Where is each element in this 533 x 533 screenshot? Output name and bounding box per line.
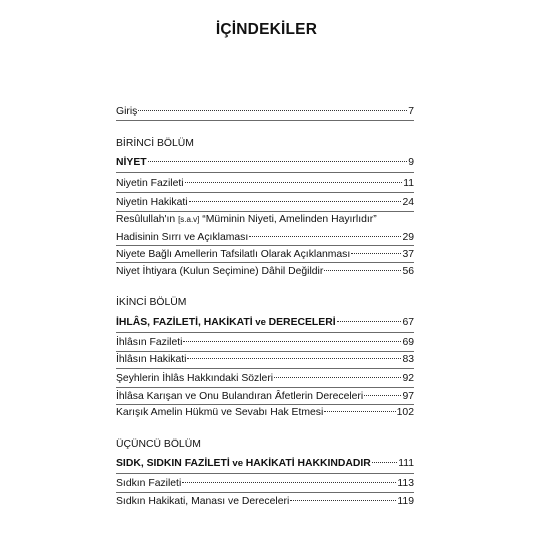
entry-divider xyxy=(116,332,414,333)
toc-entry[interactable] xyxy=(116,353,414,367)
toc-entry-label: Şeyhlerin İhlâs Hakkındaki Sözleri xyxy=(116,373,274,384)
toc-entry-page: 56 xyxy=(402,266,414,277)
toc-entry-label: Sıdkın Fazileti xyxy=(116,478,182,489)
entry-divider xyxy=(116,368,414,369)
toc-entry-page: 7 xyxy=(408,106,414,117)
toc-entry[interactable] xyxy=(116,477,414,491)
chapter-label: İHLÂS, FAZİLETİ, HAKİKATİ ve DERECELERİ xyxy=(116,317,336,328)
toc-entry-page: 69 xyxy=(402,337,414,348)
entry-text: Resûlullah'ın xyxy=(116,214,179,225)
toc-entry-label: İhlâsın Fazileti xyxy=(116,337,183,348)
dot-leader xyxy=(187,358,401,359)
toc-entry-page: 67 xyxy=(402,317,414,328)
toc-entry-label: Hadisinin Sırrı ve Açıklaması xyxy=(116,232,249,243)
toc-entry-label: İhlâsın Hakikati xyxy=(116,354,187,365)
toc-entry-page: 29 xyxy=(402,232,414,243)
dot-leader xyxy=(324,411,395,412)
entry-divider xyxy=(116,120,414,121)
toc-entry[interactable] xyxy=(116,177,414,191)
dot-leader xyxy=(182,482,396,483)
entry-divider xyxy=(116,492,414,493)
entry-divider xyxy=(116,192,414,193)
toc-entry-page: 119 xyxy=(397,496,414,507)
dot-leader xyxy=(138,110,407,111)
toc-entry[interactable] xyxy=(116,406,414,420)
dot-leader xyxy=(185,182,403,183)
toc-entry-label: Karışık Amelin Hükmü ve Sevabı Hak Etmesi xyxy=(116,407,324,418)
toc-entry-line1[interactable] xyxy=(116,213,377,227)
toc-entry-page: 111 xyxy=(398,458,414,469)
dot-leader xyxy=(249,236,401,237)
section-heading: İKİNCİ BÖLÜM xyxy=(116,297,187,308)
toc-chapter-3[interactable] xyxy=(116,457,414,471)
entry-divider xyxy=(116,211,414,212)
toc-entry[interactable] xyxy=(116,231,414,245)
toc-entry-label: Giriş xyxy=(116,106,138,117)
entry-text: “Müminin Niyeti, Amelinden Hayırlıdır” xyxy=(199,214,377,225)
honorific: [s.a.v] xyxy=(178,215,200,224)
dot-leader xyxy=(274,377,401,378)
toc-entry-label: İhlâsa Karışan ve Onu Bulandıran Âfetlerin Dereceleri xyxy=(116,391,364,402)
toc-entry-page: 9 xyxy=(408,157,414,168)
toc-entry-page: 11 xyxy=(403,178,414,189)
toc-entry-page: 83 xyxy=(402,354,414,365)
entry-divider xyxy=(116,387,414,388)
page-title: İÇİNDEKİLER xyxy=(215,21,318,38)
dot-leader xyxy=(189,201,402,202)
toc-chapter-2[interactable] xyxy=(116,316,414,330)
toc-entry[interactable] xyxy=(116,495,414,509)
toc-entry[interactable] xyxy=(116,390,414,404)
dot-leader xyxy=(290,500,396,501)
entry-divider xyxy=(116,404,414,405)
dot-leader xyxy=(364,395,401,396)
toc-entry[interactable] xyxy=(116,265,414,279)
dot-leader xyxy=(372,462,397,463)
entry-divider xyxy=(116,473,414,474)
toc-entry[interactable] xyxy=(116,372,414,386)
toc-entry-page: 37 xyxy=(402,249,414,260)
toc-entry-label: Niyetin Hakikati xyxy=(116,197,188,208)
entry-divider xyxy=(116,262,414,263)
chapter-label: NİYET xyxy=(116,157,147,168)
chapter-label: SIDK, SIDKIN FAZİLETİ ve HAKİKATİ HAKKINDADIR xyxy=(116,458,371,469)
toc-entry-page: 92 xyxy=(402,373,414,384)
toc-chapter-1[interactable] xyxy=(116,156,414,170)
dot-leader xyxy=(351,253,401,254)
section-heading: ÜÇÜNCÜ BÖLÜM xyxy=(116,439,201,450)
toc-entry[interactable] xyxy=(116,196,414,210)
toc-entry-intro[interactable] xyxy=(116,105,414,119)
dot-leader xyxy=(148,161,408,162)
toc-entry[interactable] xyxy=(116,248,414,262)
section-heading: BİRİNCİ BÖLÜM xyxy=(116,138,194,149)
entry-divider xyxy=(116,351,414,352)
toc-entry-page: 102 xyxy=(396,407,414,418)
dot-leader xyxy=(324,270,401,271)
toc-entry[interactable] xyxy=(116,336,414,350)
toc-entry-label: Sıdkın Hakikati, Manası ve Dereceleri xyxy=(116,496,290,507)
entry-divider xyxy=(116,172,414,173)
toc-entry-page: 97 xyxy=(402,391,414,402)
toc-entry-page: 24 xyxy=(402,197,414,208)
toc-entry-label: Niyete Bağlı Amellerin Tafsilatlı Olarak Açıklanması xyxy=(116,249,351,260)
toc-entry-label: Niyet İhtiyara (Kulun Seçimine) Dâhil Değildir xyxy=(116,266,324,277)
toc-entry-label: Niyetin Fazileti xyxy=(116,178,184,189)
dot-leader xyxy=(183,341,401,342)
entry-divider xyxy=(116,245,414,246)
dot-leader xyxy=(337,321,402,322)
toc-entry-page: 113 xyxy=(397,478,414,489)
